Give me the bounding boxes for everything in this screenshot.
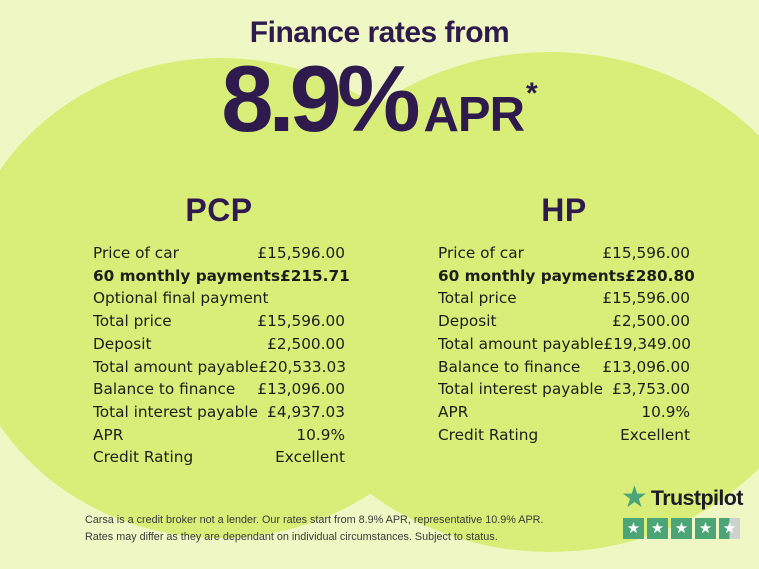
finance-row-label: Total interest payable (438, 380, 604, 399)
finance-row (438, 242, 690, 265)
finance-row-label: Total interest payable (93, 402, 259, 421)
finance-row-label: Total price (438, 289, 517, 308)
finance-row-value: £3,753.00 (612, 380, 690, 399)
hp-heading: HP (541, 192, 587, 228)
finance-row-label: 60 monthly payments (438, 266, 626, 285)
finance-row-label: Optional final payment (93, 289, 269, 308)
finance-row (93, 424, 345, 447)
finance-row-label: Total amount payable (438, 334, 604, 353)
finance-row (93, 287, 345, 310)
full-star-icon: ★ (671, 518, 692, 539)
finance-row-label: Deposit (438, 312, 497, 331)
trustpilot-star-rating (623, 518, 751, 539)
finance-row-value: Excellent (620, 425, 690, 444)
rate-value: 8.9% (221, 46, 416, 151)
finance-row (438, 401, 690, 424)
rate-suffix: APR (423, 88, 525, 142)
disclaimer-text (85, 512, 543, 547)
hp-finance-column (438, 192, 695, 446)
finance-row (93, 356, 345, 379)
finance-row (93, 242, 345, 265)
finance-row (438, 356, 690, 379)
pcp-finance-column (93, 192, 350, 469)
finance-row (93, 310, 345, 333)
finance-row-label: Deposit (93, 334, 152, 353)
disclaimer-line-1: Carsa is a credit broker not a lender. Our rates start from 8.9% APR, representative 10.9% APR. (85, 514, 544, 526)
finance-row (93, 333, 345, 356)
hp-rows-table (438, 242, 695, 446)
finance-row-value: £15,596.00 (257, 244, 345, 262)
finance-row-label: Credit Rating (438, 425, 539, 444)
finance-row-label: APR (93, 425, 124, 444)
finance-row-value: Excellent (275, 448, 345, 467)
finance-row-label: Balance to finance (93, 380, 236, 399)
finance-row (438, 333, 690, 356)
trustpilot-wordmark: Trustpilot (650, 485, 743, 510)
finance-row-label: 60 monthly payments (93, 266, 281, 285)
finance-row-label: Total amount payable (93, 357, 259, 376)
finance-row-value: £280.80 (625, 266, 695, 285)
finance-row-value: £19,349.00 (603, 334, 691, 353)
finance-row-label: Credit Rating (93, 448, 194, 467)
finance-row-label: Total price (93, 312, 172, 331)
finance-row-value: £4,937.03 (267, 402, 345, 421)
finance-row-value: 10.9% (641, 402, 690, 421)
trustpilot-logo-block (621, 481, 751, 539)
finance-row-value: £13,096.00 (257, 380, 345, 399)
rate-asterisk: * (526, 77, 538, 110)
finance-row-value: £15,596.00 (602, 289, 690, 308)
page-title: Finance rates from (249, 16, 510, 49)
half-star-icon: ★ (719, 518, 740, 539)
finance-row-value: £20,533.03 (258, 357, 346, 376)
finance-row (438, 424, 690, 447)
finance-row-value: £2,500.00 (267, 334, 345, 353)
finance-row (93, 378, 345, 401)
finance-row-label: Price of car (438, 244, 524, 262)
finance-row-value: 10.9% (296, 425, 345, 444)
finance-row (93, 265, 350, 288)
pcp-heading: PCP (185, 192, 253, 228)
finance-row-label: Price of car (93, 244, 179, 262)
finance-row-value: £215.71 (280, 266, 350, 285)
finance-row-value: £2,500.00 (612, 312, 690, 331)
pcp-rows-table (93, 242, 350, 469)
headline-rate (0, 46, 759, 151)
trustpilot-wordmark-row (621, 481, 751, 514)
finance-row (438, 378, 690, 401)
disclaimer-line-2: Rates may differ as they are dependant on individual circumstances. Subject to status. (85, 531, 498, 544)
finance-row (93, 446, 345, 469)
finance-row (438, 287, 690, 310)
finance-row-value: £15,596.00 (257, 312, 345, 331)
finance-row (93, 401, 345, 424)
trustpilot-star-icon: ★ (621, 481, 648, 514)
finance-row-label: APR (438, 402, 469, 421)
finance-row-value: £15,596.00 (602, 244, 690, 262)
finance-row-value: £13,096.00 (602, 357, 690, 376)
finance-row (438, 310, 690, 333)
finance-row (438, 265, 695, 288)
full-star-icon: ★ (623, 518, 644, 539)
finance-row-label: Balance to finance (438, 357, 581, 376)
full-star-icon: ★ (695, 518, 716, 539)
full-star-icon: ★ (647, 518, 668, 539)
